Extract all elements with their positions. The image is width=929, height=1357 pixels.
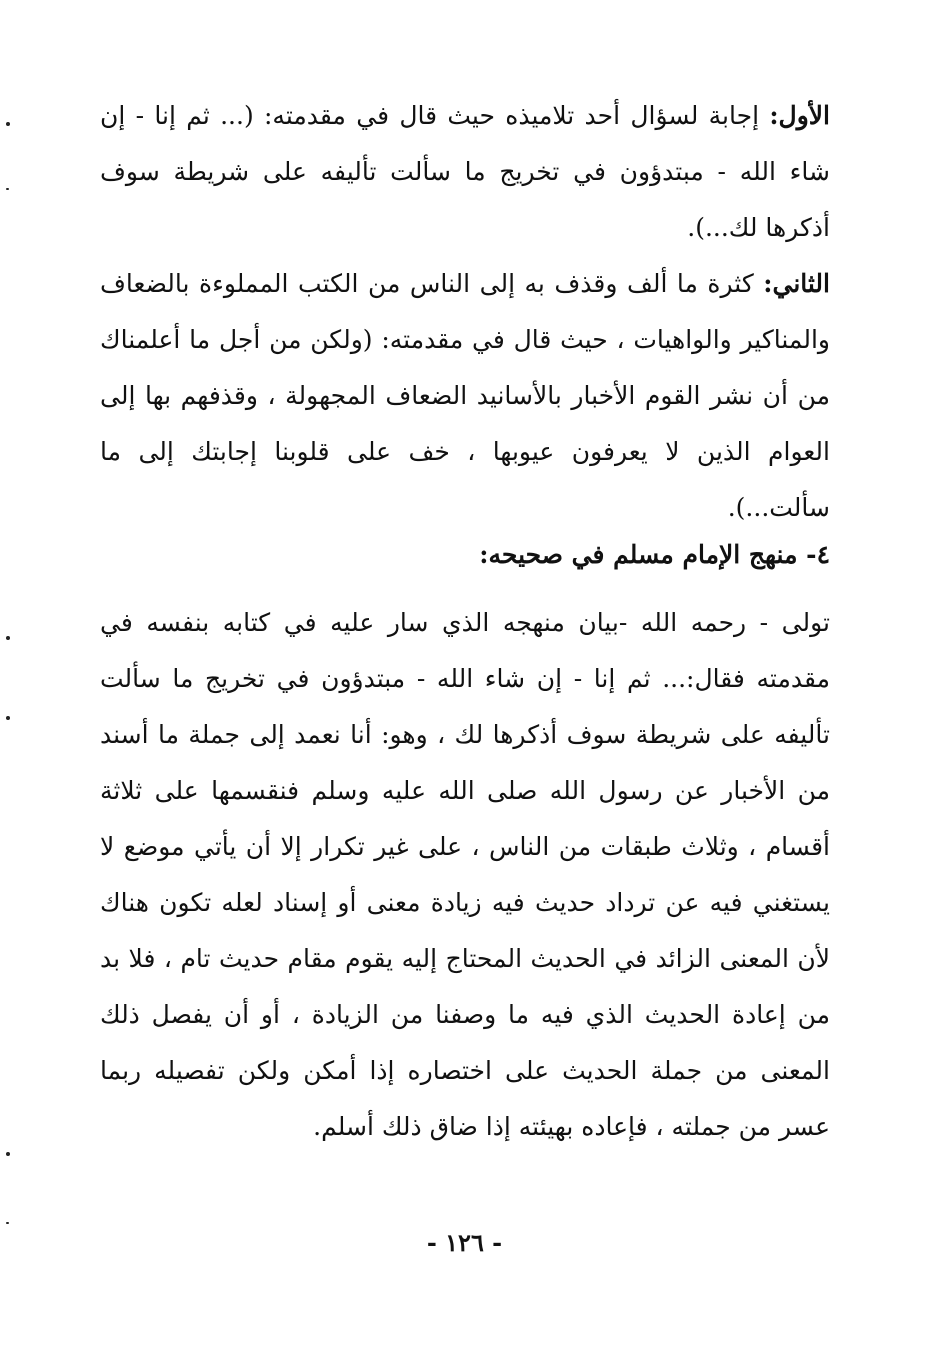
paragraph-third: تولى - رحمه الله -بيان منهجه الذي سار عليه في كتابه بنفسه في مقدمته فقال:... ثم إنا - إن شاء الله - مبتدؤون في تخريج ما سألت تأليفه على شريطة سوف أذكرها لك ، وهو: أنا نعمد إلى جملة ما أسند من الأخبار عن رسول الله صلى الله عليه وسلم فنقسمها على ثلاثة أقسام ، وثلاث طبقات من الناس ، على غير تكرار إلا أن يأتي موضع لا يستغني فيه عن ترداد حديث فيه زيادة معنى أو إسناد لعله تكون هناك لأن المعنى الزائد في الحديث المحتاج إليه يقوم مقام حديث تام ، فلا بد من إعادة الحديث الذي فيه ما وصفنا من الزيادة ، أو أن يفصل ذلك المعنى من جملة الحديث على اختصاره إذا أمكن ولكن تفصيله ربما عسر من جملته ، فإعاده بهيئته إذا ضاق ذلك أسلم. (100, 608, 830, 1141)
section-heading: ٤- منهج الإمام مسلم في صحيحه: (479, 540, 830, 569)
margin-dot (6, 1222, 9, 1224)
page-number: - ١٢٦ - (426, 1228, 503, 1257)
margin-dot (6, 636, 10, 640)
paragraph-first-text: إجابة لسؤال أحد تلاميذه حيث قال في مقدمته: (... ثم إنا - إن شاء الله - مبتدؤون في تخريج ما سألت تأليفه على شريطة سوف أذكرها لك...). (100, 101, 830, 242)
margin-dot (6, 1152, 10, 1156)
margin-dot (6, 122, 10, 126)
paragraph-second-text: كثرة ما ألف وقذف به إلى الناس من الكتب المملوءة بالضعاف والمناكير والواهيات ، حيث قال في مقدمته: (ولكن من أجل ما أعلمناك من أن نشر القوم الأخبار بالأسانيد الضعاف المجهولة ، وقذفهم بها إلى العوام الذين لا يعرفون عيوبها ، خف على قلوبنا إجابتك إلى ما سألت...). (100, 269, 830, 522)
paragraph-first-lead: الأول: (769, 101, 830, 130)
paragraph-first (100, 88, 830, 256)
paragraph-second-lead: الثاني: (763, 269, 830, 298)
margin-dot (6, 188, 9, 190)
paragraph-second (100, 256, 830, 536)
margin-dot (6, 716, 10, 720)
